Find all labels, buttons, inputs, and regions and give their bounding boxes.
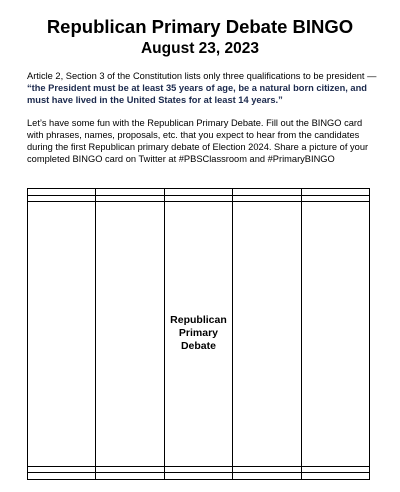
bingo-cell[interactable]: [233, 195, 301, 202]
bingo-cell[interactable]: [164, 189, 232, 196]
bingo-cell[interactable]: [96, 466, 164, 473]
bingo-cell[interactable]: [96, 195, 164, 202]
bingo-cell[interactable]: [164, 466, 232, 473]
intro-lead-text: Article 2, Section 3 of the: [27, 71, 133, 81]
bingo-cell[interactable]: [96, 202, 164, 467]
constitution-link[interactable]: Constitution: [132, 71, 183, 81]
bingo-cell[interactable]: [96, 189, 164, 196]
bingo-row: [28, 202, 370, 467]
bingo-free-space: [164, 202, 232, 467]
constitution-paragraph: [27, 70, 377, 106]
bingo-cell[interactable]: [28, 202, 96, 467]
bingo-cell[interactable]: [301, 466, 369, 473]
bingo-cell[interactable]: [301, 195, 369, 202]
bingo-cell[interactable]: [164, 195, 232, 202]
bingo-row: [28, 466, 370, 473]
page-title: Republican Primary Debate BINGO: [46, 16, 354, 37]
instructions-paragraph: Let’s have some fun with the Republican Primary Debate. Fill out the BINGO card with phrases, names, proposals, etc. that you expect to hear from the candidates during the first Republican primary debate of Election 2024. Share a picture of your completed BINGO card on Twitter at #PBSClassroom and #PrimaryBINGO: [27, 118, 369, 164]
bingo-cell[interactable]: [28, 473, 96, 480]
qualifications-quote: “the President must be at least 35 years of age, be a natural born citizen, and must have lived in the United States for at least 14 years.”: [27, 83, 367, 105]
intro-lead-tail: lists only three qualifications to be president —: [182, 71, 377, 81]
free-space-label: Republican Primary Debate: [170, 314, 227, 353]
bingo-row: [28, 195, 370, 202]
bingo-cell[interactable]: [233, 466, 301, 473]
bingo-card: [27, 188, 370, 480]
page-date: August 23, 2023: [140, 40, 260, 57]
bingo-cell[interactable]: [301, 189, 369, 196]
bingo-cell[interactable]: [301, 473, 369, 480]
bingo-cell[interactable]: [28, 195, 96, 202]
bingo-row: [28, 189, 370, 196]
bingo-cell[interactable]: [301, 202, 369, 467]
bingo-cell[interactable]: [28, 189, 96, 196]
bingo-cell[interactable]: [233, 189, 301, 196]
bingo-cell[interactable]: [233, 473, 301, 480]
bingo-cell[interactable]: [233, 202, 301, 467]
bingo-row: [28, 473, 370, 480]
bingo-cell[interactable]: [96, 473, 164, 480]
bingo-cell[interactable]: [28, 466, 96, 473]
bingo-cell[interactable]: [164, 473, 232, 480]
